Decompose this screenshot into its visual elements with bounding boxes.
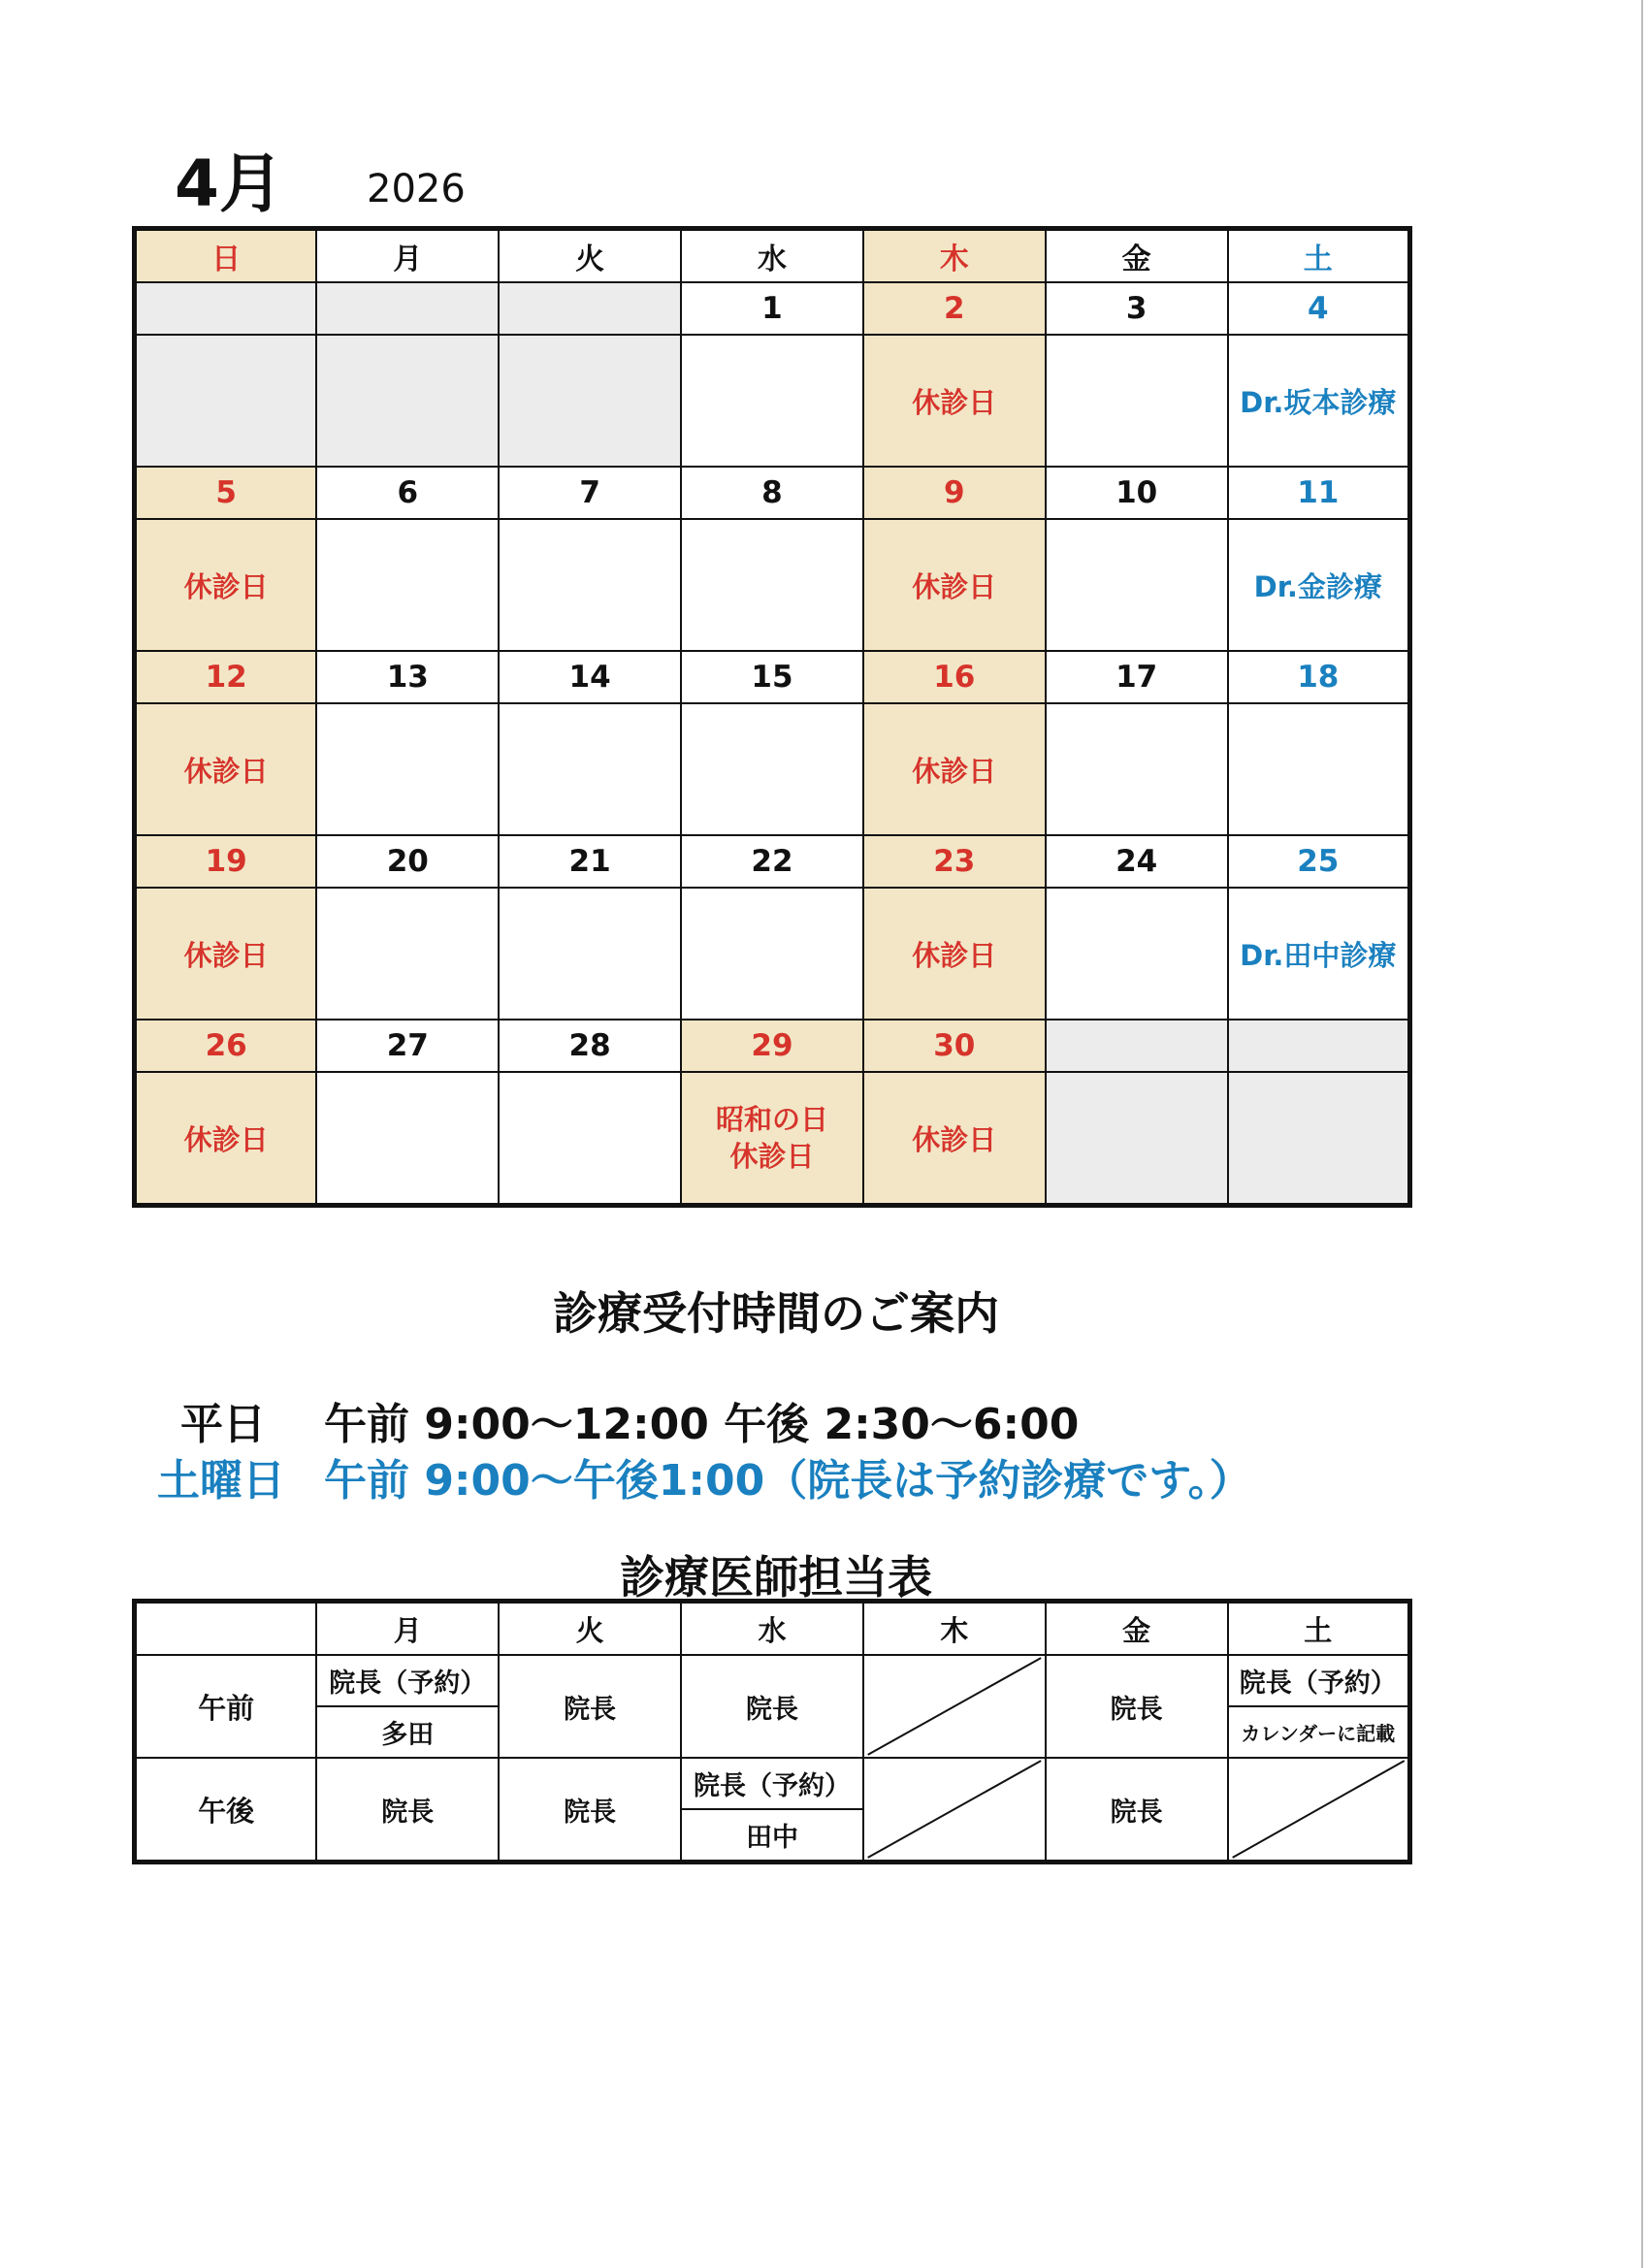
am-sat-top: 院長（予約） bbox=[1239, 1669, 1397, 1699]
day-note bbox=[316, 519, 499, 651]
day-note bbox=[1046, 335, 1228, 467]
day-number: 1 bbox=[681, 282, 863, 335]
week-2-dates bbox=[135, 467, 1410, 519]
staff-header-row bbox=[135, 1602, 1410, 1656]
year-label: 2026 bbox=[367, 167, 466, 211]
closed-day-note: 休診日 bbox=[135, 519, 317, 651]
day-note bbox=[499, 888, 681, 1020]
day-number-closed: 30 bbox=[863, 1020, 1046, 1072]
day-number: 17 bbox=[1046, 651, 1228, 703]
week-5-notes bbox=[135, 1072, 1410, 1206]
pm-sat-slash-cell bbox=[1228, 1758, 1410, 1863]
closed-day-note: 休診日 bbox=[863, 888, 1046, 1020]
day-number-closed: 12 bbox=[135, 651, 317, 703]
doctor-schedule-table bbox=[132, 1599, 1412, 1864]
am-thu-slash-cell bbox=[863, 1655, 1046, 1758]
am-wed-cell: 院長 bbox=[681, 1655, 863, 1758]
diagonal-slash-icon bbox=[1229, 1759, 1407, 1860]
day-number: 10 bbox=[1046, 467, 1228, 519]
doctor-note: Dr.田中診療 bbox=[1228, 888, 1410, 1020]
weekday-label: 平日 bbox=[180, 1400, 266, 1449]
day-note-empty bbox=[499, 335, 681, 467]
diagonal-slash-icon bbox=[864, 1759, 1045, 1860]
am-sat-bottom: カレンダーに記載 bbox=[1229, 1705, 1407, 1757]
weekday-sun: 日 bbox=[135, 229, 317, 283]
weekday-sat: 土 bbox=[1228, 229, 1410, 283]
day-note bbox=[1046, 888, 1228, 1020]
day-number-saturday: 25 bbox=[1228, 835, 1410, 888]
week-2-notes bbox=[135, 519, 1410, 651]
day-number-closed: 19 bbox=[135, 835, 317, 888]
week-3-dates bbox=[135, 651, 1410, 703]
staff-table-title: 診療医師担当表 bbox=[620, 1551, 932, 1604]
monthly-calendar bbox=[132, 226, 1412, 1208]
day-note bbox=[681, 888, 863, 1020]
hours-title: 診療受付時間のご案内 bbox=[553, 1287, 999, 1340]
closed-day-note: 休診日 bbox=[863, 519, 1046, 651]
day-number-closed: 16 bbox=[863, 651, 1046, 703]
staff-col-thu: 木 bbox=[863, 1602, 1046, 1656]
am-sat-cell bbox=[1228, 1655, 1410, 1758]
weekday-wed: 水 bbox=[681, 229, 863, 283]
week-4-dates bbox=[135, 835, 1410, 888]
day-note bbox=[1046, 519, 1228, 651]
week-3-notes bbox=[135, 703, 1410, 835]
day-number-saturday: 18 bbox=[1228, 651, 1410, 703]
staff-pm-row bbox=[135, 1758, 1410, 1863]
staff-col-wed: 水 bbox=[681, 1602, 863, 1656]
am-mon-cell bbox=[316, 1655, 499, 1758]
week-5-dates bbox=[135, 1020, 1410, 1072]
day-number-closed: 23 bbox=[863, 835, 1046, 888]
day-number: 21 bbox=[499, 835, 681, 888]
weekday-fri: 金 bbox=[1046, 229, 1228, 283]
am-mon-top: 院長（予約） bbox=[329, 1669, 487, 1699]
closed-day-note: 休診日 bbox=[863, 335, 1046, 467]
closed-day-note: 休診日 bbox=[863, 703, 1046, 835]
day-number-closed: 9 bbox=[863, 467, 1046, 519]
doctor-note: Dr.金診療 bbox=[1228, 519, 1410, 651]
staff-header-blank bbox=[135, 1602, 317, 1656]
staff-col-fri: 金 bbox=[1046, 1602, 1228, 1656]
day-cell-empty bbox=[1228, 1020, 1410, 1072]
doctor-note: Dr.坂本診療 bbox=[1228, 335, 1410, 467]
day-note bbox=[316, 1072, 499, 1206]
saturday-hours-text: 午前 9:00〜午後1:00（院長は予約診療です。） bbox=[324, 1456, 1252, 1506]
day-note-empty bbox=[1046, 1072, 1228, 1206]
day-note bbox=[681, 703, 863, 835]
staff-col-mon: 月 bbox=[316, 1602, 499, 1656]
day-cell-empty bbox=[1046, 1020, 1228, 1072]
day-number: 20 bbox=[316, 835, 499, 888]
am-tue-cell: 院長 bbox=[499, 1655, 681, 1758]
day-number: 28 bbox=[499, 1020, 681, 1072]
day-number: 3 bbox=[1046, 282, 1228, 335]
weekday-thu: 木 bbox=[863, 229, 1046, 283]
day-number: 6 bbox=[316, 467, 499, 519]
day-number: 13 bbox=[316, 651, 499, 703]
day-number: 24 bbox=[1046, 835, 1228, 888]
pm-wed-bottom: 田中 bbox=[682, 1808, 862, 1860]
pm-thu-slash-cell bbox=[863, 1758, 1046, 1863]
staff-col-sat: 土 bbox=[1228, 1602, 1410, 1656]
day-number-holiday: 29 bbox=[681, 1020, 863, 1072]
day-cell-empty bbox=[135, 282, 317, 335]
day-number: 27 bbox=[316, 1020, 499, 1072]
day-number-saturday: 11 bbox=[1228, 467, 1410, 519]
am-mon-bottom: 多田 bbox=[317, 1705, 498, 1757]
day-number: 15 bbox=[681, 651, 863, 703]
scan-edge-line bbox=[1641, 0, 1643, 2268]
saturday-hours bbox=[157, 1445, 1252, 1507]
pm-fri-cell: 院長 bbox=[1046, 1758, 1228, 1863]
day-note bbox=[681, 335, 863, 467]
pm-wed-cell bbox=[681, 1758, 863, 1863]
week-1-notes bbox=[135, 335, 1410, 467]
day-note-empty bbox=[135, 335, 317, 467]
month-title: 4月 bbox=[175, 146, 283, 221]
day-note bbox=[499, 1072, 681, 1206]
day-number: 14 bbox=[499, 651, 681, 703]
staff-col-tue: 火 bbox=[499, 1602, 681, 1656]
weekday-hours bbox=[180, 1389, 1079, 1451]
day-note-empty bbox=[1228, 1072, 1410, 1206]
day-cell-empty bbox=[499, 282, 681, 335]
closed-day-note: 休診日 bbox=[135, 888, 317, 1020]
day-note-empty bbox=[316, 335, 499, 467]
day-note bbox=[1046, 703, 1228, 835]
pm-wed-top: 院長（予約） bbox=[693, 1771, 851, 1801]
holiday-name: 昭和の日 bbox=[715, 1103, 828, 1136]
closed-day-note: 休診日 bbox=[135, 1072, 317, 1206]
holiday-closed-label: 休診日 bbox=[729, 1140, 815, 1173]
closed-day-note: 休診日 bbox=[863, 1072, 1046, 1206]
day-number-closed: 26 bbox=[135, 1020, 317, 1072]
holiday-note bbox=[681, 1072, 863, 1206]
day-number-closed: 5 bbox=[135, 467, 317, 519]
day-number-closed: 2 bbox=[863, 282, 1046, 335]
weekday-tue: 火 bbox=[499, 229, 681, 283]
weekday-mon: 月 bbox=[316, 229, 499, 283]
day-cell-empty bbox=[316, 282, 499, 335]
day-number-saturday: 4 bbox=[1228, 282, 1410, 335]
week-4-notes bbox=[135, 888, 1410, 1020]
day-note bbox=[316, 888, 499, 1020]
pm-label: 午後 bbox=[135, 1758, 317, 1863]
closed-day-note: 休診日 bbox=[135, 703, 317, 835]
weekday-header-row bbox=[135, 229, 1410, 283]
saturday-label: 土曜日 bbox=[157, 1456, 285, 1506]
day-note bbox=[316, 703, 499, 835]
day-note bbox=[681, 519, 863, 651]
day-number: 22 bbox=[681, 835, 863, 888]
pm-mon-cell: 院長 bbox=[316, 1758, 499, 1863]
week-1-dates bbox=[135, 282, 1410, 335]
day-number: 8 bbox=[681, 467, 863, 519]
weekday-hours-text: 午前 9:00〜12:00 午後 2:30〜6:00 bbox=[324, 1400, 1080, 1449]
diagonal-slash-icon bbox=[864, 1656, 1045, 1757]
day-note bbox=[499, 703, 681, 835]
am-fri-cell: 院長 bbox=[1046, 1655, 1228, 1758]
day-number: 7 bbox=[499, 467, 681, 519]
doctor-note bbox=[1228, 703, 1410, 835]
pm-tue-cell: 院長 bbox=[499, 1758, 681, 1863]
am-label: 午前 bbox=[135, 1655, 317, 1758]
day-note bbox=[499, 519, 681, 651]
staff-am-row bbox=[135, 1655, 1410, 1758]
